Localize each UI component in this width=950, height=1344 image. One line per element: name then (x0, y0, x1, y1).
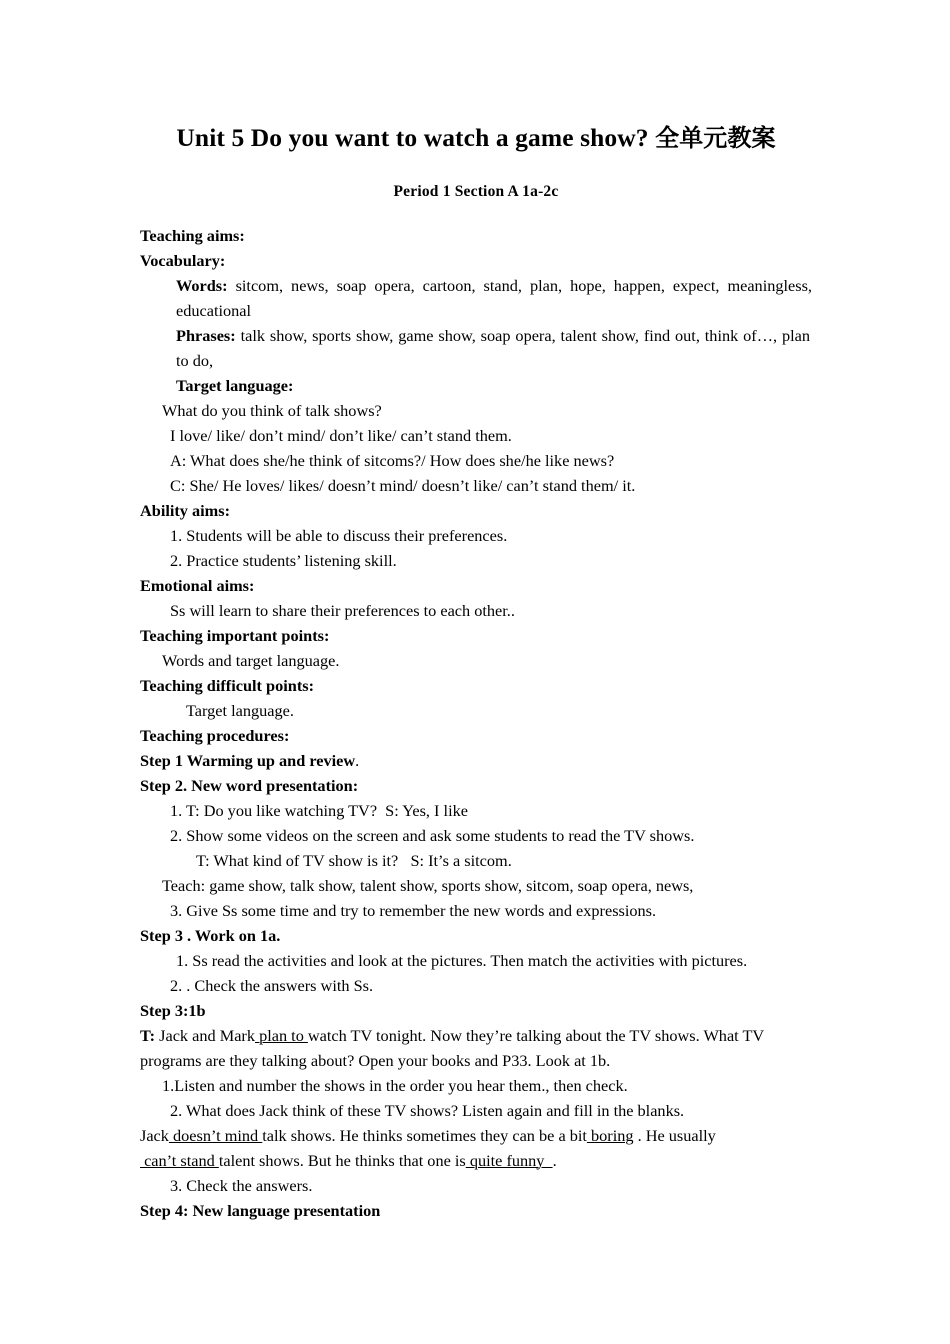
teaching-procedures-heading: Teaching procedures: (140, 725, 290, 745)
step-2-item-4: 3. Give Ss some time and try to remember the new words and expressions. (170, 900, 657, 920)
step-3b-intro-part-2: watch TV tonight. Now they’re talking about the TV shows. What TV programs are they talking about? Open your books and P33. Look at 1b. (140, 1025, 764, 1070)
target-language-line-2: A: What does she/he think of sitcoms?/ How does she/he like news? (170, 450, 615, 470)
page-title (140, 0, 812, 153)
teaching-important-points-text: Words and target language. (162, 650, 340, 670)
step-2-heading: Step 2. New word presentation: (140, 775, 359, 795)
emotional-aims-text: Ss will learn to share their preferences to each other.. (170, 600, 515, 620)
blank-answer-boring: boring (586, 1125, 634, 1145)
step-3b-teacher-label: T: (140, 1025, 156, 1045)
target-language-line-0: What do you think of talk shows? (162, 400, 382, 420)
phrases-text: talk show, sports show, game show, soap opera, talent show, find out, think of…, plan to do, (176, 325, 810, 370)
step-2-item-3: Teach: game show, talk show, talent show, sports show, sitcom, soap opera, news, (162, 875, 694, 895)
step-1-tail: . (355, 750, 360, 770)
step-3b-underlined-plan-to: plan to (255, 1025, 308, 1045)
step-2-item-1: 2. Show some videos on the screen and ask some students to read the TV shows. (170, 825, 695, 845)
emotional-aims-heading: Emotional aims: (140, 575, 255, 595)
step-1-heading (140, 748, 812, 773)
fill-in-the-blanks-answer-paragraph (140, 1123, 812, 1173)
ability-aims-heading: Ability aims: (140, 500, 231, 520)
step-2-item-0: 1. T: Do you like watching TV? S: Yes, I like (170, 800, 468, 820)
blank-text-4: talent shows. But he thinks that one is (218, 1150, 466, 1170)
blank-text-1: Jack (140, 1125, 169, 1145)
step-4-heading: Step 4: New language presentation (140, 1200, 381, 1220)
blank-answer-cant-stand: can’t stand (140, 1150, 219, 1170)
vocabulary-heading: Vocabulary: (140, 250, 226, 270)
target-language-heading: Target language: (176, 375, 294, 395)
teaching-aims-heading: Teaching aims: (140, 225, 245, 245)
vocabulary-words-line (176, 273, 812, 323)
blank-text-2: talk shows. He thinks sometimes they can be a bit (262, 1125, 587, 1145)
page-subtitle: Period 1 Section A 1a-2c (393, 182, 559, 200)
words-text: sitcom, news, soap opera, cartoon, stand, plan, hope, happen, expect, meaningless, educational (176, 275, 812, 320)
blank-text-3: . He usually (633, 1125, 716, 1145)
teaching-difficult-points-text: Target language. (186, 700, 294, 720)
step-3b-item-0: 1.Listen and number the shows in the order you hear them., then check. (162, 1075, 628, 1095)
blank-answer-doesnt-mind: doesn’t mind (168, 1125, 263, 1145)
ability-aims-item-1: 2. Practice students’ listening skill. (170, 550, 397, 570)
step-1-label: Step 1 Warming up and review (140, 750, 356, 770)
blank-text-5: . (552, 1150, 557, 1170)
step-2-item-2: T: What kind of TV show is it? S: It’s a sitcom. (196, 850, 512, 870)
page-title-chinese: 全单元教案 (655, 124, 776, 152)
target-language-line-1: I love/ like/ don’t mind/ don’t like/ can’t stand them. (170, 425, 512, 445)
step-3-heading: Step 3 . Work on 1a. (140, 925, 281, 945)
page-title-english: Unit 5 Do you want to watch a game show? (176, 123, 649, 152)
teaching-difficult-points-heading: Teaching difficult points: (140, 675, 314, 695)
document-content (140, 0, 812, 1223)
step-3b-item-1: 2. What does Jack think of these TV shows? Listen again and fill in the blanks. (170, 1100, 685, 1120)
step-3-item-0: 1. Ss read the activities and look at the pictures. Then match the activities with pictures. (176, 950, 748, 970)
teaching-important-points-heading: Teaching important points: (140, 625, 330, 645)
target-language-line-3: C: She/ He loves/ likes/ doesn’t mind/ doesn’t like/ can’t stand them/ it. (170, 475, 636, 495)
blank-answer-quite-funny: quite funny (465, 1150, 553, 1170)
words-label: Words: (176, 275, 228, 295)
ability-aims-item-0: 1. Students will be able to discuss their preferences. (170, 525, 508, 545)
step-3b-intro-paragraph (140, 1023, 812, 1073)
vocabulary-phrases-line (176, 323, 810, 373)
step-3b-check-answers: 3. Check the answers. (170, 1175, 313, 1195)
phrases-label: Phrases: (176, 325, 236, 345)
step-3b-intro-part-1: Jack and Mark (155, 1025, 255, 1045)
step-3-item-1: 2. . Check the answers with Ss. (170, 975, 374, 995)
step-3b-heading: Step 3:1b (140, 1000, 206, 1020)
